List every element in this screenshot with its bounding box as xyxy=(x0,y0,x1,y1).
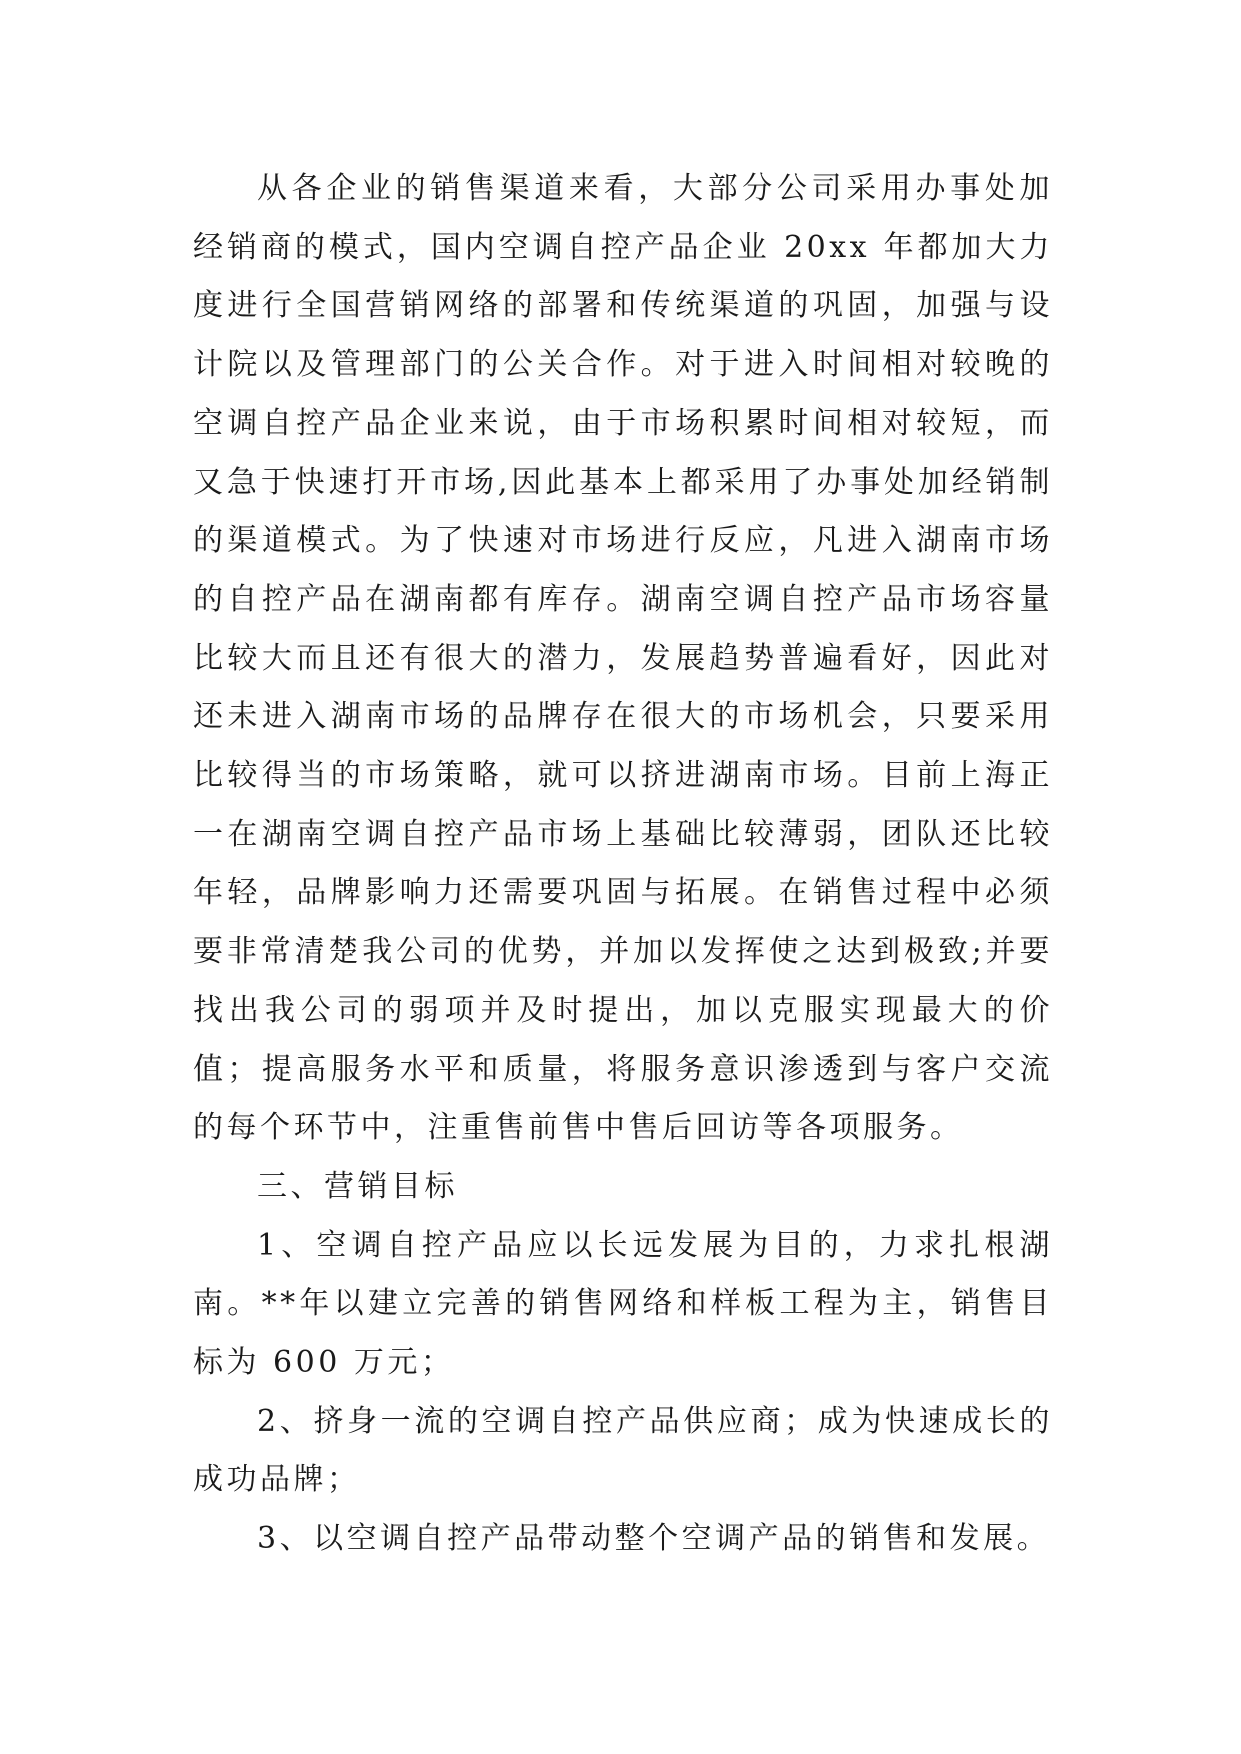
goal-item-1: 1、空调自控产品应以长远发展为目的，力求扎根湖南。**年以建立完善的销售网络和样板工程为主，销售目标为 600 万元； xyxy=(193,1227,1053,1381)
goal-item-3: 3、以空调自控产品带动整个空调产品的销售和发展。 xyxy=(257,1521,1051,1557)
paragraph-sales-channels: 从各企业的销售渠道来看，大部分公司采用办事处加经销商的模式，国内空调自控产品企业 20xx 年都加大力度进行全国营销网络的部署和传统渠道的巩固，加强与设计院以及管理部门的公关合作。对于进入时间相对较晚的空调自控产品企业来说，由于市场积累时间相对较短，而又急于快速打开市场,因此基本上都采用了办事处加经销制的渠道模式。为了快速对市场进行反应，凡进入湖南市场的自控产品在湖南都有库存。湖南空调自控产品市场容量比较大而且还有很大的潜力，发展趋势普遍看好，因此对还未进入湖南市场的品牌存在很大的市场机会，只要采用比较得当的市场策略，就可以挤进湖南市场。目前上海正一在湖南空调自控产品市场上基础比较薄弱，团队还比较年轻，品牌影响力还需要巩固与拓展。在销售过程中必须要非常清楚我公司的优势，并加以发挥使之达到极致;并要找出我公司的弱项并及时提出，加以克服实现最大的价值；提高服务水平和质量，将服务意识渗透到与客户交流的每个环节中，注重售前售中售后回访等各项服务。 xyxy=(193,171,1053,1146)
goal-item-2: 2、挤身一流的空调自控产品供应商；成为快速成长的成功品牌； xyxy=(193,1403,1053,1498)
section-heading-marketing-goals: 三、营销目标 xyxy=(257,1168,458,1204)
document-body xyxy=(193,160,1053,1569)
